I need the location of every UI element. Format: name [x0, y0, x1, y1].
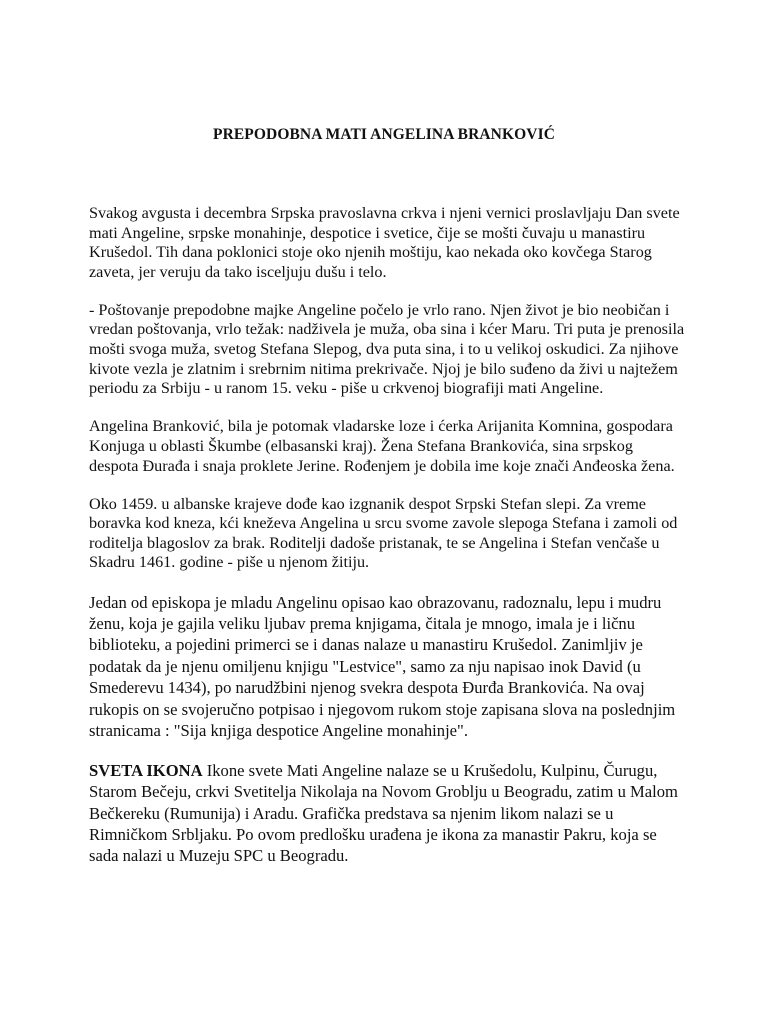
document-title: PREPODOBNA MATI ANGELINA BRANKOVIĆ [213, 126, 555, 143]
paragraph-marriage: Oko 1459. u albanske krajeve dođe kao izgnanik despot Srpski Stefan slepi. Za vreme boravka kod kneza, kći kneževa Angelina u srcu svome zavole slepoga Stefana i zamoli od roditelja blagoslov za brak. Roditelji dadoše pristanak, te se Angelina i Stefan venčaše u Skadru 1461. godine - piše u njenom žitiju. [89, 494, 678, 572]
paragraph-icon [89, 760, 685, 867]
document-body [89, 204, 685, 885]
paragraph-intro: Svakog avgusta i decembra Srpska pravoslavna crkva i njeni vernici proslavljaju Dan svete mati Angeline, srpske monahinje, despotice i svetice, čije se mošti čuvaju u manastiru Krušedol. Tih dana poklonici stoje oko njenih moštiju, kao nekada oko kovčega Starog zaveta, jer veruju da tako isceljuju dušu i telo. [89, 204, 680, 281]
paragraph-origin: Angelina Branković, bila je potomak vladarske loze i ćerka Arijanita Komnina, gospodara Konjuga u oblasti Škumbe (elbasanski kraj). Žena Stefana Brankovića, sina srpskog despota Đurađa i snaja proklete Jerine. Rođenjem je dobila ime koje znači Anđeoska žena. [89, 417, 675, 475]
icon-section-text: Ikone svete Mati Angeline nalaze se u Krušedolu, Kulpinu, Čurugu, Starom Bečeju, crkvi Svetitelja Nikolaja na Novom Groblju u Beogradu, zatim u Malom Bečkereku (Rumunija) i Aradu. Grafička predstava sa njenim likom nalazi se u Rimničkom Srbljaku. Po ovom predlošku urađena je ikona za manastir Pakru, koja se sada nalazi u Muzeju SPC u Beogradu. [89, 760, 678, 866]
paragraph-veneration: - Poštovanje prepodobne majke Angeline počelo je vrlo rano. Njen život je bio neobičan i vredan poštovanja, vrlo težak: nadživela je muža, oba sina i kćer Maru. Tri puta je prenosila mošti svoga muža, svetog Stefana Slepog, dva puta sina, i to u velikoj oskudici. Za njihove kivote vezla je zlatnim i srebrnim nitima prekrivače. Njoj je bilo suđeno da živi u najtežem periodu za Srbiju - u ranom 15. veku - piše u crkvenoj biografiji mati Angeline. [89, 300, 685, 398]
icon-section-heading: SVETA IKONA [89, 760, 203, 780]
paragraph-education: Jedan od episkopa je mladu Angelinu opisao kao obrazovanu, radoznalu, lepu i mudru ženu, koja je gajila veliku ljubav prema knjigama, čitala je mnogo, imala je i ličnu biblioteku, a pojedini primerci se i danas nalaze u manastiru Krušedol. Zanimljiv je podatak da je njenu omiljenu knjigu "Lestvice", samo za nju napisao inok David (u Smederevu 1434), po narudžbini njenog svekra despota Đurđa Brankovića. Na ovaj rukopis on se svojeručno potpisao i njegovom rukom stoje zapisana slova na poslednjim stranicama : "Sija knjiga despotice Angeline monahinje". [89, 592, 676, 740]
